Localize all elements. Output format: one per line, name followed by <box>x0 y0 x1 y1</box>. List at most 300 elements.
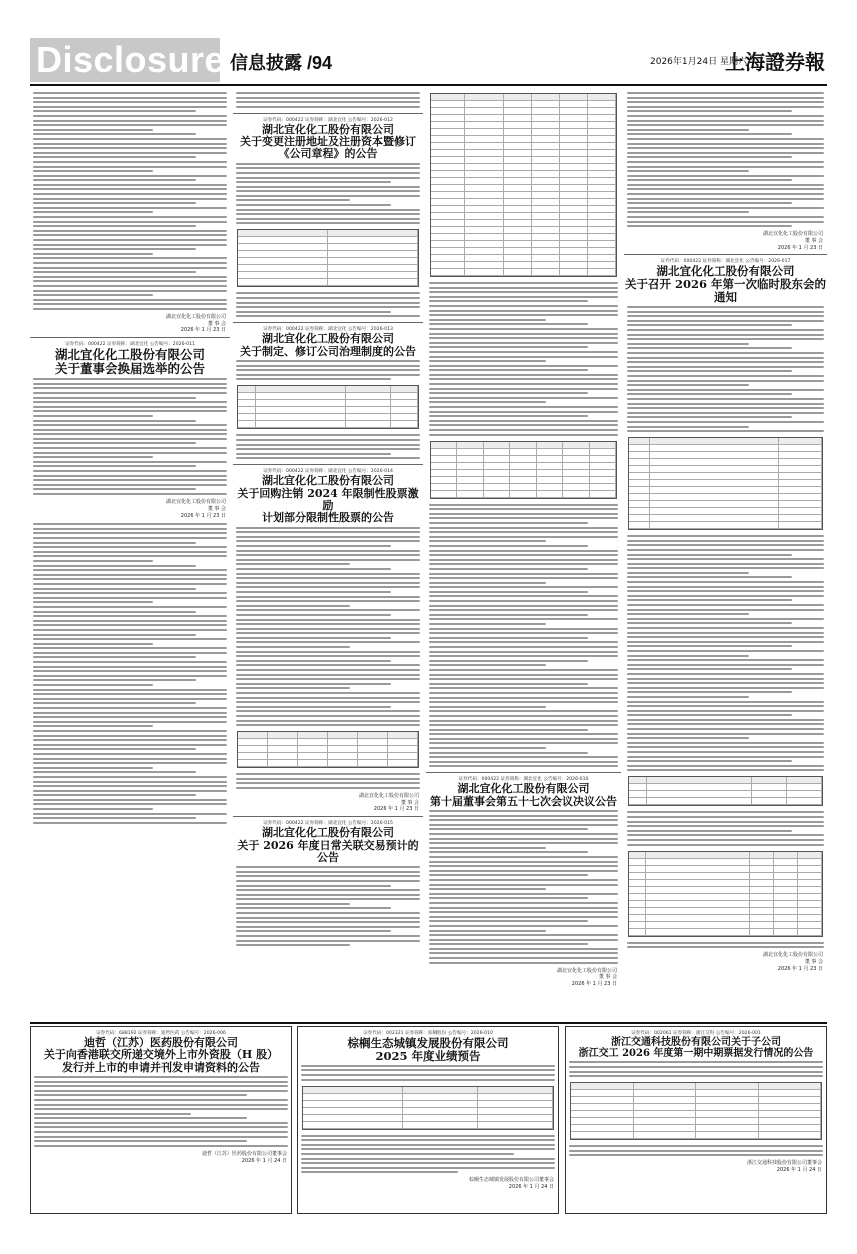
table-cell <box>504 164 532 171</box>
text-line <box>627 609 824 611</box>
text-line <box>627 347 792 349</box>
text-line <box>627 641 824 643</box>
table-cell <box>238 400 256 407</box>
table-cell <box>510 491 536 498</box>
text-line <box>627 682 824 684</box>
divider <box>233 816 423 817</box>
text-line <box>627 398 824 400</box>
text-line <box>33 523 227 525</box>
text-line <box>236 889 420 891</box>
table-cell <box>759 1118 822 1125</box>
vote-table <box>628 851 823 937</box>
text-line <box>236 573 420 575</box>
text-line <box>429 870 618 872</box>
text-line <box>627 696 749 698</box>
table-cell <box>484 449 510 456</box>
table-cell <box>391 400 418 407</box>
table-cell <box>346 400 391 407</box>
text-line <box>429 916 618 918</box>
text-line <box>627 380 824 382</box>
table-cell <box>537 484 563 491</box>
bottom-notice-dizal <box>30 1026 292 1214</box>
table-cell <box>629 445 650 452</box>
table-cell <box>588 129 616 136</box>
text-line <box>627 844 824 846</box>
table-cell <box>504 227 532 234</box>
table-cell <box>431 491 457 498</box>
text-line <box>627 627 824 629</box>
table-cell <box>774 922 798 929</box>
signature-board: 董 事 会 <box>400 799 419 806</box>
text-line <box>429 810 618 812</box>
text-line <box>627 544 824 546</box>
table-cell <box>504 122 532 129</box>
text-line <box>236 912 420 914</box>
table-cell <box>634 1104 697 1111</box>
table-cell <box>798 901 822 908</box>
text-line <box>429 595 618 597</box>
signature-board: 董 事 会 <box>598 974 617 981</box>
table-cell <box>629 784 647 791</box>
table-cell <box>588 101 616 108</box>
table-cell <box>571 1097 634 1104</box>
table-cell <box>465 122 504 129</box>
notice-shareholder-meeting <box>624 258 827 304</box>
table-cell <box>431 164 465 171</box>
table-cell <box>750 852 774 859</box>
table-cell <box>256 407 346 414</box>
table-cell <box>478 1108 553 1115</box>
signature-board: 董 事 会 <box>804 958 823 965</box>
text-line <box>33 294 153 296</box>
text-line <box>33 620 227 622</box>
table-cell <box>779 501 822 508</box>
text-line <box>236 444 420 446</box>
table-cell <box>504 94 532 101</box>
table-cell <box>537 449 563 456</box>
text-line <box>429 614 588 616</box>
table-cell <box>268 732 298 739</box>
table-cell <box>798 929 822 936</box>
table-cell <box>391 386 418 393</box>
table-cell <box>798 866 822 873</box>
table-cell <box>560 185 588 192</box>
text-line <box>236 641 420 643</box>
text-line <box>236 167 420 169</box>
text-line <box>627 207 824 209</box>
table-cell <box>238 265 328 272</box>
text-line <box>627 765 824 767</box>
text-line <box>627 613 749 615</box>
table-cell <box>560 164 588 171</box>
table-cell <box>403 1108 478 1115</box>
text-line <box>236 692 420 694</box>
table-cell <box>779 459 822 466</box>
table-cell <box>798 873 822 880</box>
text-line <box>33 601 153 603</box>
text-line <box>236 778 420 780</box>
text-line <box>236 632 420 634</box>
text-line <box>33 285 227 287</box>
table-cell <box>798 887 822 894</box>
table-cell <box>563 470 589 477</box>
text-line <box>627 599 792 601</box>
table-cell <box>391 393 418 400</box>
related-transaction-table <box>430 93 617 277</box>
text-line <box>236 222 420 224</box>
table-cell <box>484 470 510 477</box>
table-cell <box>484 456 510 463</box>
table-cell <box>588 108 616 115</box>
table-cell <box>504 192 532 199</box>
table-cell <box>465 241 504 248</box>
text-line <box>429 628 618 630</box>
article-text <box>298 1133 558 1176</box>
notice-meta: 证券代码：000422 证券简称：湖北宜化 公告编号：2026-014 <box>263 469 393 475</box>
table-cell <box>750 915 774 922</box>
masthead <box>30 38 827 82</box>
table-cell <box>650 466 779 473</box>
text-line <box>429 943 588 945</box>
table-cell <box>629 508 650 515</box>
table-cell <box>431 248 465 255</box>
table-cell <box>532 143 560 150</box>
signature-date: 2026 年 1 月 24 日 <box>241 1157 287 1164</box>
article-text <box>426 280 621 438</box>
text-line <box>33 776 227 778</box>
table-cell <box>646 908 749 915</box>
text-line <box>34 1113 191 1115</box>
text-line <box>429 356 618 358</box>
notice-meta: 证券代码：002061 证券简称：浙江交科 公告编号：2026-001 <box>631 1031 761 1036</box>
text-line <box>301 1079 555 1081</box>
article-text <box>233 161 423 227</box>
text-line <box>429 374 618 376</box>
column-1 <box>30 90 230 1015</box>
text-line <box>33 781 227 783</box>
text-line <box>429 747 546 749</box>
text-line <box>429 879 618 881</box>
text-line <box>627 737 749 739</box>
divider <box>233 113 423 114</box>
text-line <box>33 744 227 746</box>
text-line <box>627 590 824 592</box>
text-line <box>429 310 618 312</box>
table-cell <box>634 1097 697 1104</box>
table-cell <box>571 1083 634 1090</box>
table-cell <box>560 206 588 213</box>
text-line <box>429 296 618 298</box>
table-cell <box>629 880 646 887</box>
table-cell <box>696 1111 759 1118</box>
notice-meta: 证券代码：000422 证券简称：湖北宜化 公告编号：2026-017 <box>660 259 791 265</box>
text-line <box>236 545 391 547</box>
text-line <box>236 935 420 937</box>
table-cell <box>560 150 588 157</box>
text-line <box>627 659 824 661</box>
text-line <box>627 540 824 542</box>
text-line <box>236 930 391 932</box>
text-line <box>429 401 546 403</box>
text-line <box>429 609 618 611</box>
text-line <box>33 253 153 255</box>
article-text <box>30 90 230 312</box>
table-cell <box>431 463 457 470</box>
table-cell <box>629 473 650 480</box>
text-line <box>34 1076 288 1078</box>
table-cell <box>465 262 504 269</box>
table-cell <box>328 739 358 746</box>
text-line <box>627 595 824 597</box>
table-cell <box>560 101 588 108</box>
text-line <box>236 940 420 942</box>
text-line <box>33 588 196 590</box>
table-cell <box>504 101 532 108</box>
text-line <box>627 216 824 218</box>
text-line <box>33 387 227 389</box>
notice-title: 湖北宜化化工股份有限公司 关于回购注销 2024 年限制性股票激励 计划部分限制性股票的公告 <box>237 474 419 525</box>
text-line <box>236 669 420 671</box>
table-cell <box>532 115 560 122</box>
text-line <box>236 302 420 304</box>
text-line <box>33 101 227 103</box>
table-cell <box>465 164 504 171</box>
text-line <box>33 438 227 440</box>
table-cell <box>431 171 465 178</box>
text-line <box>33 124 227 126</box>
text-line <box>33 647 227 649</box>
text-line <box>429 742 618 744</box>
article-text <box>624 304 827 434</box>
text-line <box>429 687 618 689</box>
text-line <box>33 257 227 259</box>
table-cell <box>431 227 465 234</box>
text-line <box>627 751 824 753</box>
text-line <box>627 581 824 583</box>
text-line <box>429 424 618 426</box>
text-line <box>236 218 420 220</box>
signature-block <box>624 952 823 972</box>
table-cell <box>560 94 588 101</box>
table-cell <box>504 241 532 248</box>
signature-date: 2026 年 1 月 23 日 <box>373 806 419 813</box>
text-line <box>429 819 618 821</box>
table-cell <box>650 480 779 487</box>
text-line <box>236 453 391 455</box>
text-line <box>33 401 227 403</box>
table-cell <box>403 1101 478 1108</box>
table-cell <box>798 908 822 915</box>
text-line <box>627 426 749 428</box>
text-line <box>33 574 227 576</box>
text-line <box>429 815 618 817</box>
table-cell <box>779 515 822 522</box>
table-cell <box>750 866 774 873</box>
table-cell <box>532 136 560 143</box>
text-line <box>236 596 420 598</box>
table-cell <box>465 108 504 115</box>
table-cell <box>457 477 483 484</box>
text-line <box>33 198 227 200</box>
table-cell <box>388 746 418 753</box>
text-line <box>627 156 792 158</box>
text-line <box>429 591 588 593</box>
text-line <box>627 830 792 832</box>
text-line <box>627 361 824 363</box>
text-line <box>627 384 749 386</box>
text-line <box>236 715 420 717</box>
table-cell <box>358 753 388 760</box>
table-cell <box>431 178 465 185</box>
text-line <box>627 193 824 195</box>
table-cell <box>650 494 779 501</box>
text-line <box>33 771 196 773</box>
signature-block <box>30 314 226 334</box>
table-cell <box>465 269 504 276</box>
text-line <box>236 683 391 685</box>
text-line <box>429 434 618 436</box>
text-line <box>627 343 749 345</box>
table-cell <box>504 150 532 157</box>
text-line <box>627 188 824 190</box>
text-line <box>429 337 618 339</box>
table-cell <box>590 442 616 449</box>
signature-date: 2026 年 1 月 24 日 <box>776 1167 822 1174</box>
text-line <box>429 934 618 936</box>
table-cell <box>484 477 510 484</box>
table-cell <box>328 230 418 237</box>
table-cell <box>759 1097 822 1104</box>
table-cell <box>560 136 588 143</box>
table-cell <box>465 185 504 192</box>
text-line <box>429 388 618 390</box>
table-cell <box>358 746 388 753</box>
table-cell <box>256 400 346 407</box>
table-cell <box>590 449 616 456</box>
text-line <box>429 559 618 561</box>
table-cell <box>647 784 752 791</box>
table-cell <box>431 234 465 241</box>
text-line <box>33 106 227 108</box>
table-cell <box>787 777 822 784</box>
table-cell <box>752 777 787 784</box>
table-cell <box>560 241 588 248</box>
text-line <box>33 721 227 723</box>
text-line <box>429 701 618 703</box>
table-cell <box>774 859 798 866</box>
table-cell <box>298 760 328 767</box>
table-cell <box>238 421 256 428</box>
article-text <box>233 432 423 461</box>
table-cell <box>752 791 787 798</box>
table-cell <box>238 732 268 739</box>
text-line <box>429 504 618 506</box>
table-cell <box>590 456 616 463</box>
text-line <box>627 742 824 744</box>
table-cell <box>560 269 588 276</box>
table-cell <box>431 122 465 129</box>
text-line <box>429 577 618 579</box>
table-cell <box>504 171 532 178</box>
table-cell <box>646 873 749 880</box>
text-line <box>33 555 227 557</box>
table-cell <box>750 873 774 880</box>
article-text <box>30 376 230 497</box>
text-line <box>33 415 153 417</box>
article-text <box>233 525 423 729</box>
text-line <box>627 115 824 117</box>
table-cell <box>431 449 457 456</box>
text-line <box>33 565 196 567</box>
text-line <box>33 611 196 613</box>
text-line <box>236 92 420 94</box>
text-line <box>33 767 153 769</box>
table-cell <box>328 760 358 767</box>
text-line <box>33 262 227 264</box>
table-cell <box>328 272 418 279</box>
text-line <box>33 479 227 481</box>
table-cell <box>560 122 588 129</box>
table-cell <box>629 494 650 501</box>
table-cell <box>346 407 391 414</box>
text-line <box>627 701 824 703</box>
table-cell <box>629 466 650 473</box>
table-cell <box>759 1083 822 1090</box>
text-line <box>236 646 350 648</box>
table-cell <box>431 94 465 101</box>
text-line <box>236 609 420 611</box>
section-title: 信息披露 /94 <box>230 53 333 73</box>
text-line <box>429 582 546 584</box>
table-cell <box>532 241 560 248</box>
table-cell <box>238 393 256 400</box>
text-line <box>429 715 618 717</box>
table-cell <box>588 94 616 101</box>
table-cell <box>484 484 510 491</box>
text-line <box>627 632 824 634</box>
table-cell <box>696 1118 759 1125</box>
table-cell <box>588 164 616 171</box>
table-cell <box>696 1104 759 1111</box>
table-cell <box>629 873 646 880</box>
signature-company: 湖北宜化化工股份有限公司 <box>165 499 226 505</box>
table-cell <box>647 777 752 784</box>
table-cell <box>532 255 560 262</box>
text-line <box>429 563 618 565</box>
text-line <box>429 522 588 524</box>
text-line <box>301 1139 555 1141</box>
text-line <box>33 406 227 408</box>
text-line <box>33 138 227 140</box>
table-cell <box>328 732 358 739</box>
text-line <box>627 645 792 647</box>
table-cell <box>465 178 504 185</box>
notice-title: 湖北宜化化工股份有限公司 第十届董事会第五十七次会议决议公告 <box>430 782 617 808</box>
table-cell <box>650 473 779 480</box>
table-cell <box>431 101 465 108</box>
text-line <box>429 319 546 321</box>
table-cell <box>560 171 588 178</box>
text-line <box>236 577 420 579</box>
text-line <box>236 637 391 639</box>
table-cell <box>504 129 532 136</box>
text-line <box>627 554 792 556</box>
text-line <box>236 101 420 103</box>
text-line <box>569 1066 823 1068</box>
table-cell <box>646 922 749 929</box>
table-cell <box>571 1125 634 1132</box>
text-line <box>429 756 618 758</box>
